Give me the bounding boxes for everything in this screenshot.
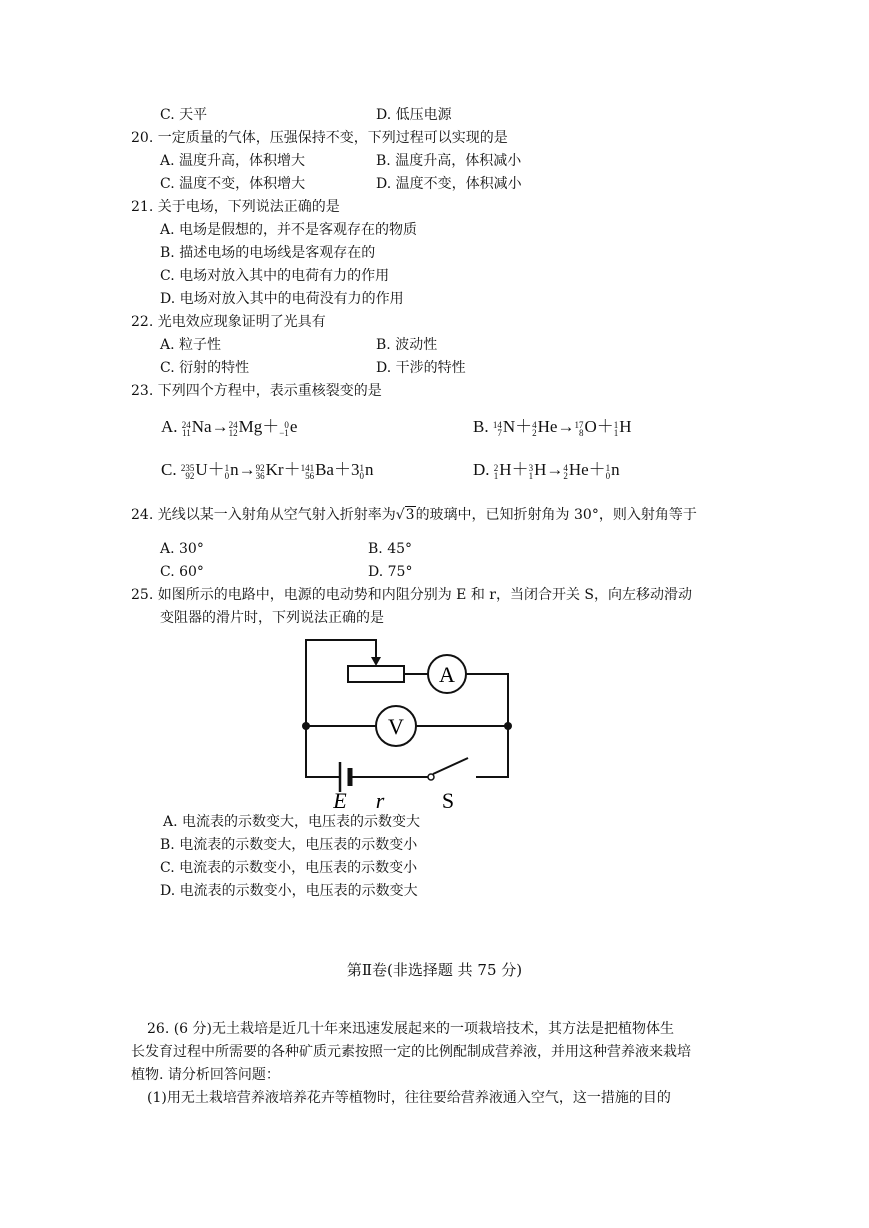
sqrt-expression: √3 bbox=[395, 507, 415, 523]
junction-dot bbox=[504, 722, 512, 730]
question-22-stem: 22. 光电效应现象证明了光具有 bbox=[131, 314, 326, 330]
question-23-stem: 23. 下列四个方程中，表示重核裂变的是 bbox=[131, 383, 382, 399]
option-d: D. 温度不变，体积减小 bbox=[376, 176, 522, 192]
switch-label: S bbox=[441, 788, 455, 812]
option-c: C. 天平 bbox=[160, 107, 208, 123]
option-d: D. 干涉的特性 bbox=[376, 360, 466, 376]
junction-dot bbox=[302, 722, 310, 730]
arrow: → bbox=[238, 460, 256, 479]
option-c: C. 衍射的特性 bbox=[160, 360, 250, 376]
option-c: C. 60° bbox=[160, 564, 204, 580]
option-a: A. 30° bbox=[160, 541, 204, 557]
switch-lever bbox=[433, 758, 468, 774]
option-b: B. 描述电场的电场线是客观存在的 bbox=[160, 245, 376, 261]
equation-b: B. 14 7 N＋ 4 2 He→ 17 8 O＋ 1 1 H bbox=[473, 417, 632, 438]
switch-contact bbox=[428, 774, 434, 780]
question-20-stem: 20. 一定质量的气体，压强保持不变，下列过程可以实现的是 bbox=[131, 130, 508, 146]
option-d: D. 低压电源 bbox=[376, 107, 452, 123]
option-c: C. 电场对放入其中的电荷有力的作用 bbox=[160, 268, 390, 284]
question-26-line: 植物. 请分析回答问题： bbox=[131, 1067, 280, 1083]
emf-label: E bbox=[333, 788, 347, 812]
question-25-stem-cont: 变阻器的滑片时，下列说法正确的是 bbox=[160, 610, 384, 626]
equation-d: D. 2 1 H＋ 3 1 H→ 4 2 He＋ 1 0 n bbox=[473, 460, 620, 481]
option-a: A. 电场是假想的，并不是客观存在的物质 bbox=[160, 222, 418, 238]
question-26-line: (1)用无土栽培营养液培养花卉等植物时，往往要给营养液通入空气，这一措施的目的 bbox=[147, 1090, 671, 1106]
option-c: C. 温度不变，体积增大 bbox=[160, 176, 306, 192]
option-d: D. 75° bbox=[368, 564, 413, 580]
option-a: A. 粒子性 bbox=[160, 337, 222, 353]
option-a: A. 温度升高，体积增大 bbox=[160, 153, 306, 169]
ammeter-label: A bbox=[439, 662, 455, 687]
section-heading: 第Ⅱ卷(非选择题 共 75 分) bbox=[346, 961, 523, 979]
question-21-stem: 21. 关于电场，下列说法正确的是 bbox=[131, 199, 340, 215]
option-c: C. 电流表的示数变小，电压表的示数变小 bbox=[160, 860, 418, 876]
circuit-diagram bbox=[290, 632, 530, 812]
option-d: D. 电流表的示数变小，电压表的示数变大 bbox=[160, 883, 418, 899]
arrow: → bbox=[557, 417, 575, 436]
equation-a: A. 24 11 Na→ 24 12 Mg＋ 0 −1 e bbox=[161, 417, 298, 438]
voltmeter-label: V bbox=[388, 714, 404, 739]
equation-c: C. 235 92 U＋ 1 0 n→ 92 36 Kr＋ 141 56 Ba＋3 1 0 n bbox=[161, 460, 374, 481]
question-24-stem: 24. 光线以某一入射角从空气射入折射率为√3的玻璃中，已知折射角为 30°，则入射角等于 bbox=[131, 507, 697, 523]
question-26-line: 长发育过程中所需要的各种矿质元素按照一定的比例配制成营养液，并用这种营养液来栽培 bbox=[131, 1044, 691, 1060]
resistance-label: r bbox=[375, 788, 385, 812]
option-d: D. 电场对放入其中的电荷没有力的作用 bbox=[160, 291, 404, 307]
question-26-line: 26. (6 分)无土栽培是近几十年来迅速发展起来的一项栽培技术，其方法是把植物体生 bbox=[147, 1021, 674, 1037]
option-b: B. 电流表的示数变大，电压表的示数变小 bbox=[160, 837, 418, 853]
option-b: B. 波动性 bbox=[376, 337, 438, 353]
option-b: B. 温度升高，体积减小 bbox=[376, 153, 522, 169]
question-25-stem: 25. 如图所示的电路中，电源的电动势和内阻分别为 E 和 r，当闭合开关 S，向左移动滑动 bbox=[131, 587, 693, 603]
option-b: B. 45° bbox=[368, 541, 413, 557]
rheostat-symbol bbox=[348, 666, 404, 682]
arrow: → bbox=[546, 460, 564, 479]
option-a: A. 电流表的示数变大，电压表的示数变大 bbox=[163, 814, 421, 830]
arrow: → bbox=[211, 417, 229, 436]
